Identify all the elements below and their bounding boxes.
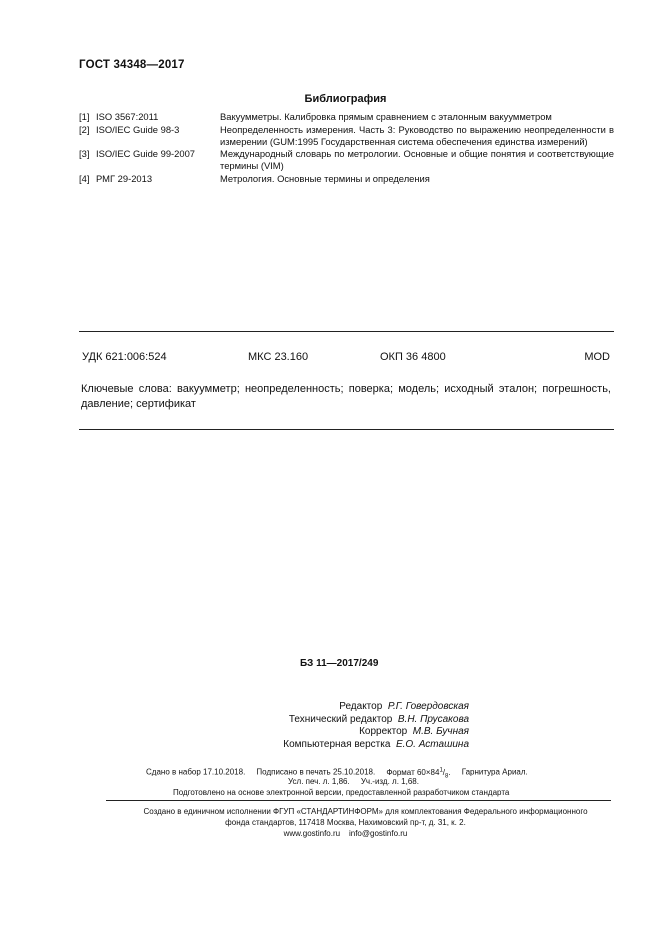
credit-name: Р.Г. Говердовская [387, 701, 469, 712]
mks-code: МКС 23.160 [248, 351, 309, 363]
credit-name: В.Н. Прусакова [397, 713, 469, 725]
credit-line [200, 726, 469, 739]
okp-code: ОКП 36 4800 [380, 351, 446, 363]
email-link[interactable]: info@gostinfo.ru [348, 829, 408, 838]
website-link[interactable]: www.gostinfo.ru [283, 829, 341, 838]
entry-source: ISO/IEC Guide 99-2007 [96, 148, 196, 160]
bibliography-title: Библиография [304, 93, 387, 105]
typeset-date: Сдано в набор 17.10.2018. [146, 767, 246, 777]
credits-block [200, 701, 469, 751]
pub-sheets: Уч.-изд. л. 1,68. [360, 777, 419, 786]
credit-line [200, 701, 469, 714]
keywords: Ключевые слова: вакуумметр; неопределенность; поверка; модель; исходный эталон; погрешность, давление; сертификат [81, 383, 611, 410]
format-numerator: 1 [439, 767, 443, 773]
entry-text: Метрология. Основные термины и определения [220, 172, 430, 184]
credit-name: Е.О. Асташина [395, 738, 469, 750]
entry-text: Международный словарь по метрологии. Основные и общие понятия и соответствующие термины (VIM) [220, 148, 614, 172]
publisher-line-2: фонда стандартов, 117418 Москва, Нахимовский пр-т, д. 31, к. 2. [225, 818, 466, 827]
udk-code: УДК 621:006:524 [82, 351, 167, 363]
format-denominator: 8 [445, 773, 449, 780]
entry-number: [3] [79, 148, 90, 160]
publisher-contacts [0, 828, 661, 839]
bibliography-entry [79, 173, 614, 185]
entry-text: Вакуумметры. Калибровка прямым сравнением с эталонным вакуумметром [220, 111, 552, 122]
credit-line [200, 739, 469, 752]
entry-number: [4] [79, 172, 90, 184]
bibliography-list [79, 111, 614, 185]
entry-source: РМГ 29-2013 [96, 172, 153, 184]
bibliography-entry [79, 148, 614, 172]
bz-number: БЗ 11—2017/249 [300, 658, 379, 669]
entry-text: Неопределенность измерения. Часть 3: Руководство по выражению неопределенности в измерении (GUM:1995 Государственная система обеспечения единства измерений) [220, 123, 614, 147]
credit-name: М.В. Бучная [412, 726, 469, 738]
typeface: Гарнитура Ариал. [461, 767, 528, 777]
divider-imprint [106, 800, 611, 801]
prepared-note: Подготовлено на основе электронной версии, предоставленной разработчиком стандарта [173, 788, 510, 797]
paper-format: Формат $60\times 84^1/_8$. [386, 767, 451, 780]
imprint-line-2 [288, 776, 419, 787]
standard-number: ГОСТ 34348—2017 [79, 59, 185, 71]
bibliography-entry [79, 124, 614, 148]
signed-date: Подписано в печать 25.10.2018. [256, 767, 376, 777]
credit-line [200, 714, 469, 727]
credit-role: Технический редактор [288, 713, 393, 725]
entry-source: ISO/IEC Guide 98-3 [96, 123, 180, 135]
mod-label: MOD [584, 351, 610, 363]
divider-top [79, 331, 614, 332]
publisher-line-1: Создано в единичном исполнении ФГУП «СТАНДАРТИНФОРМ» для комплектования Федерального информационного [143, 807, 588, 816]
credit-role: Корректор [359, 726, 408, 738]
credit-role: Редактор [339, 701, 383, 712]
entry-number: [1] [79, 111, 90, 122]
divider-bottom [79, 429, 614, 430]
bibliography-entry [79, 111, 614, 123]
credit-role: Компьютерная верстка [283, 738, 391, 750]
entry-number: [2] [79, 123, 90, 135]
print-sheets: Усл. печ. л. 1,86. [288, 777, 350, 786]
entry-source: ISO 3567:2011 [96, 111, 159, 122]
format-label: Формат 60×84 [386, 767, 440, 777]
